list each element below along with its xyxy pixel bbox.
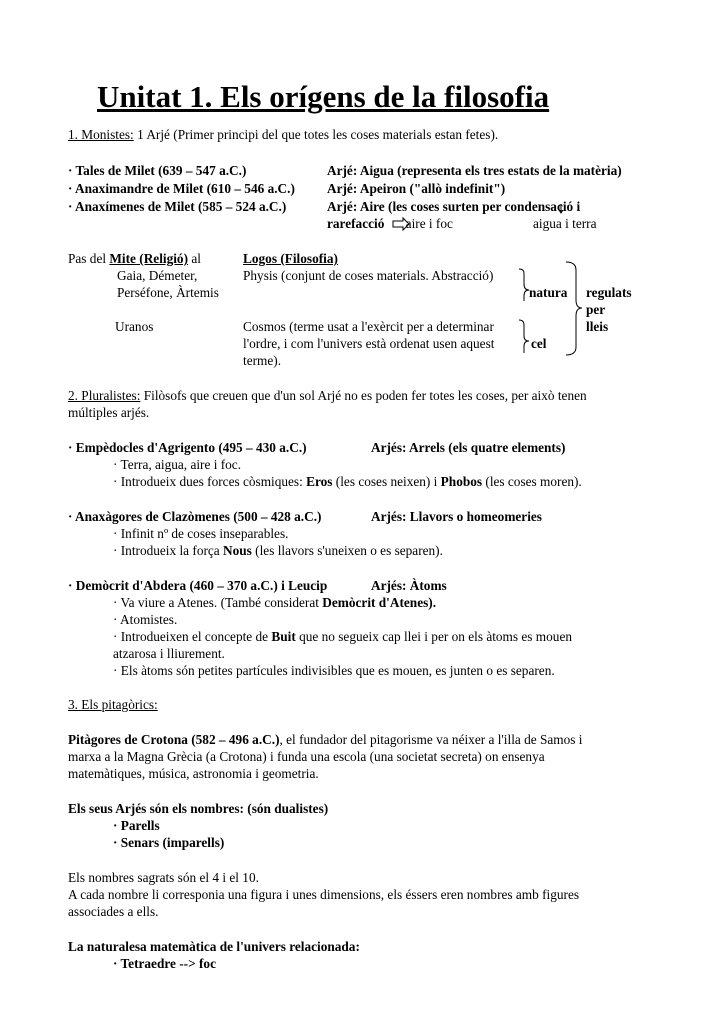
empedocles-arje: Arjés: Arrels (els quatre elements)	[371, 440, 566, 455]
anaximenes-arje: Arjé: Aire (les coses surten per condensació i	[327, 199, 581, 214]
rarefaccio-label: rarefacció	[327, 216, 385, 231]
democrit-atenes-label: Demòcrit d'Atenes).	[322, 595, 437, 610]
physis-text: Physis (conjunt de coses materials. Abstracció)	[243, 268, 494, 283]
cel-label: cel	[531, 336, 547, 351]
tales-arje: Arjé: Aigua (representa els tres estats de la matèria)	[327, 163, 622, 178]
pitagorics-heading: 3. Els pitagòrics:	[68, 697, 158, 712]
anaximandre-arje: Arjé: Apeiron ("allò indefinit")	[327, 181, 506, 196]
naturalesa-heading: La naturalesa matemàtica de l'univers relacionada:	[68, 939, 360, 954]
al-label: al	[188, 251, 201, 266]
empedocles-point-2-c: (les coses moren).	[482, 474, 582, 489]
cosmos-line-2: l'ordre, i com l'univers està ordenat usen aquest	[243, 336, 495, 351]
pluralistes-heading: 2. Pluralistes:	[68, 388, 141, 403]
parells-item: · Parells	[113, 818, 160, 833]
monistes-intro: 1 Arjé (Primer principi del que totes les coses materials estan fetes).	[133, 127, 499, 142]
eros-label: Eros	[306, 474, 333, 489]
gods-line-2: Perséfone, Àrtemis	[117, 285, 219, 300]
nous-label: Nous	[223, 543, 252, 558]
anaxagores-point-1: · Infinit nº de coses inseparables.	[113, 526, 289, 541]
democrit-name: · Demòcrit d'Abdera (460 – 370 a.C.) i Leucip	[68, 578, 328, 593]
aigua-terra-label: aigua i terra	[533, 216, 597, 231]
anaxagores-point-2-a: · Introdueix la força	[113, 543, 224, 558]
anaximandre-name: · Anaximandre de Milet (610 – 546 a.C.)	[68, 181, 295, 196]
pas-mite-line	[68, 251, 201, 267]
anaximenes-name: · Anaxímenes de Milet (585 – 524 a.C.)	[68, 199, 287, 214]
empedocles-point-1: · Terra, aigua, aire i foc.	[113, 457, 242, 472]
sagrats-line: Els nombres sagrats són el 4 i el 10.	[68, 870, 259, 885]
regulats-label: regulats	[586, 285, 632, 300]
empedocles-point-2-a: · Introdueix dues forces còsmiques:	[113, 474, 307, 489]
anaxagores-point-2	[113, 543, 443, 559]
pitagores-line-3: matemàtiques, música, astronomia i geometria.	[68, 766, 319, 781]
senars-item: · Senars (imparells)	[113, 835, 225, 850]
democrit-point-3-b: que no segueix cap llei i per on els àtoms es mouen	[295, 629, 572, 644]
cosmos-brace-icon	[519, 320, 529, 353]
logos-label: Logos (Filosofia)	[243, 251, 338, 266]
gods-line-1: Gaia, Démeter,	[117, 268, 198, 283]
monistes-heading: 1. Monistes:	[68, 127, 134, 142]
tetraedre-item: · Tetraedre --> foc	[113, 956, 216, 971]
anaxagores-arje: Arjés: Llavors o homeomeries	[371, 509, 542, 524]
monistes-intro-line	[68, 127, 498, 143]
per-label: per	[586, 302, 606, 317]
pluralistes-intro-1: Filòsofs que creuen que d'un sol Arjé no es poden fer totes les coses, per això tenen	[140, 388, 587, 403]
cada-nombre-line-1: A cada nombre li corresponia una figura i unes dimensions, els éssers eren nombres amb figures	[68, 887, 580, 902]
pluralistes-intro-line	[68, 388, 587, 404]
democrit-point-2: · Atomistes.	[113, 612, 178, 627]
empedocles-point-2	[113, 474, 582, 490]
uranos-label: Uranos	[115, 319, 154, 334]
rarefaccio-line	[327, 216, 453, 232]
democrit-point-3	[113, 629, 572, 645]
cosmos-line-3: terme).	[243, 353, 282, 368]
physis-brace-icon	[519, 269, 529, 301]
empedocles-name: · Empèdocles d'Agrigento (495 – 430 a.C.)	[68, 440, 307, 455]
buit-label: Buit	[271, 629, 296, 644]
anaxagores-name: · Anaxàgores de Clazòmenes (500 – 428 a.C.)	[68, 509, 322, 524]
mite-label: Mite (Religió)	[109, 251, 189, 266]
cada-nombre-line-2: associades a ells.	[68, 904, 159, 919]
pluralistes-intro-2: múltiples arjés.	[68, 405, 150, 420]
democrit-point-1-a: · Va viure a Atenes. (També considerat	[113, 595, 323, 610]
pitagores-line-1	[68, 732, 582, 748]
tales-name: · Tales de Milet (639 – 547 a.C.)	[68, 163, 247, 178]
democrit-point-4: atzarosa i lliurement.	[113, 646, 225, 661]
democrit-point-5: · Els àtoms són petites partícules indivisibles que es mouen, es junten o es separen.	[113, 663, 555, 678]
lleis-label: lleis	[586, 319, 609, 334]
pitagores-text-1: , el fundador del pitagorisme va néixer a l'illa de Samos i	[279, 732, 583, 747]
right-brace-icon	[566, 262, 582, 355]
democrit-point-3-a: · Introdueixen el concepte de	[113, 629, 272, 644]
empedocles-point-2-b: (les coses neixen) i	[332, 474, 441, 489]
pas-label: Pas del	[68, 251, 110, 266]
phobos-label: Phobos	[440, 474, 483, 489]
natura-label: natura	[529, 285, 568, 300]
page-title: Unitat 1. Els orígens de la filosofia	[97, 79, 550, 114]
pitagores-name: Pitàgores de Crotona (582 – 496 a.C.)	[68, 732, 280, 747]
democrit-arje: Arjés: Àtoms	[371, 578, 447, 593]
anaxagores-point-2-b: (les llavors s'uneixen o es separen).	[251, 543, 443, 558]
cosmos-line-1: Cosmos (terme usat a l'exèrcit per a determinar	[243, 319, 494, 334]
democrit-point-1	[113, 595, 436, 611]
pitagores-line-2: marxa a la Magna Grècia (a Crotona) i funda una escola (una societat secreta) on ensenya	[68, 749, 545, 764]
aire-foc-label: aire i foc	[402, 216, 453, 231]
arjes-nombres: Els seus Arjés són els nombres: (són dualistes)	[68, 801, 329, 816]
